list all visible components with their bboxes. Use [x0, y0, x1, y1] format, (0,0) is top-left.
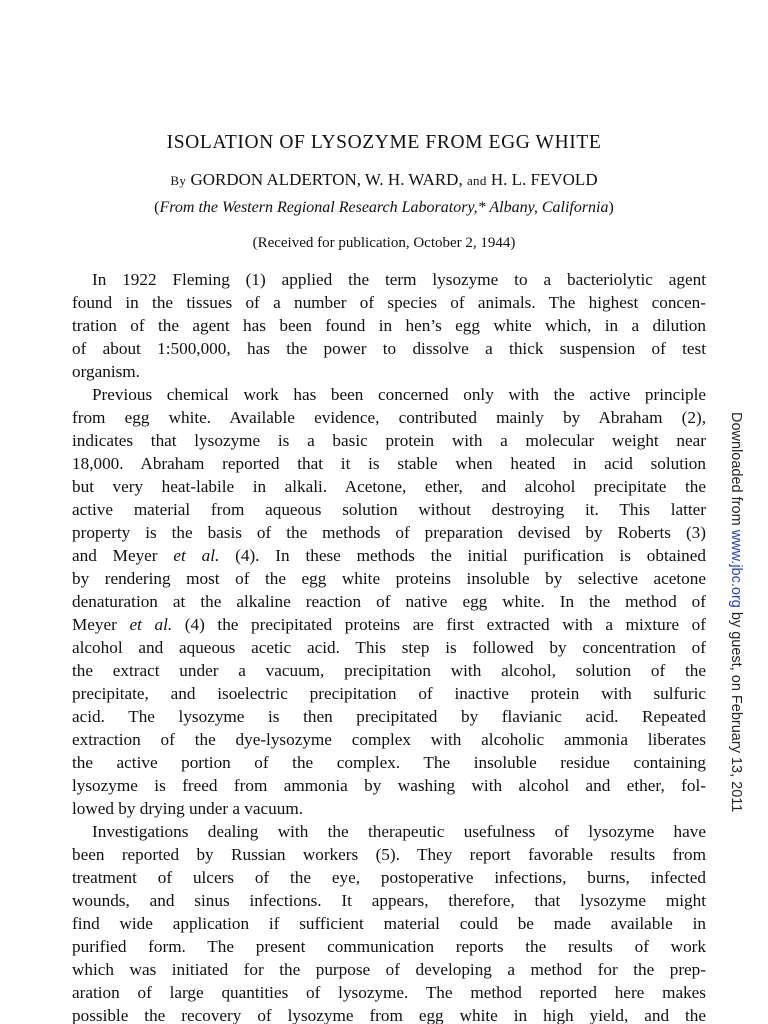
watermark-prefix: Downloaded from: [728, 412, 744, 526]
text-line: [72, 544, 706, 567]
text-line: In 1922 Fleming (1) applied the term lysozyme to a bacteriolytic agent: [92, 270, 706, 289]
text-fragment: (4). In these methods the initial purification is obtained: [235, 546, 706, 565]
text-line: extraction of the dye-lysozyme complex with alcoholic ammonia liberates: [72, 730, 706, 749]
article-body: [72, 268, 706, 1024]
text-line: by rendering most of the egg white proteins insoluble by selective acetone: [72, 569, 706, 588]
text-line: of about 1:500,000, has the power to dissolve a thick suspension of test: [72, 339, 706, 358]
text-line: treatment of ulcers of the eye, postoperative infections, burns, infected: [72, 868, 706, 887]
paragraph-2: [72, 383, 706, 820]
affiliation-close-paren: ): [608, 199, 614, 216]
watermark-suffix: by guest, on February 13, 2011: [728, 611, 744, 813]
affiliation: [0, 198, 768, 218]
download-watermark-text: [727, 412, 745, 812]
text-line: wounds, and sinus infections. It appears, therefore, that lysozyme might: [72, 891, 706, 910]
text-line: find wide application if sufficient material could be made available in: [72, 914, 706, 933]
text-line: property is the basis of the methods of preparation devised by Roberts (3): [72, 523, 706, 542]
text-line: found in the tissues of a number of species of animals. The highest concen-: [72, 293, 706, 312]
affiliation-open-paren: (: [154, 199, 160, 216]
text-line: from egg white. Available evidence, contributed mainly by Abraham (2),: [72, 408, 706, 427]
italic-et-al: et al.: [173, 546, 220, 565]
text-line: [72, 613, 706, 636]
byline-last-author: H. L. FEVOLD: [490, 170, 598, 189]
text-line: indicates that lysozyme is a basic protein with a molecular weight near: [72, 431, 706, 450]
text-fragment: Meyer: [72, 615, 117, 634]
text-line: precipitate, and isoelectric precipitation of inactive protein with sulfuric: [72, 684, 706, 703]
article-title: ISOLATION OF LYSOZYME FROM EGG WHITE: [166, 132, 602, 153]
text-line: which was initiated for the purpose of developing a method for the prep-: [72, 960, 706, 979]
text-line: but very heat-labile in alkali. Acetone, ether, and alcohol precipitate the: [72, 477, 706, 496]
paragraph-3: [72, 820, 706, 1024]
text-line: lysozyme is freed from ammonia by washing with alcohol and ether, fol-: [72, 776, 706, 795]
byline-by: By: [170, 173, 187, 188]
text-line: alcohol and aqueous acetic acid. This step is followed by concentration of: [72, 638, 706, 657]
text-line: been reported by Russian workers (5). They report favorable results from: [72, 845, 706, 864]
italic-et-al: et al.: [129, 615, 173, 634]
text-line: active material from aqueous solution without destroying it. This latter: [72, 500, 706, 519]
text-line: lowed by drying under a vacuum.: [72, 799, 304, 818]
jbc-link[interactable]: www.jbc.org: [728, 529, 744, 608]
text-line: acid. The lysozyme is then precipitated by flavianic acid. Repeated: [72, 707, 706, 726]
text-line: organism.: [72, 362, 140, 381]
text-line: possible the recovery of lysozyme from egg white in high yield, and the: [72, 1006, 706, 1024]
byline-and: and: [466, 173, 487, 188]
author-byline: [0, 170, 768, 191]
text-line: the active portion of the complex. The insoluble residue containing: [72, 753, 706, 772]
byline-authors: GORDON ALDERTON, W. H. WARD,: [190, 170, 463, 189]
text-line: denaturation at the alkaline reaction of native egg white. In the method of: [72, 592, 706, 611]
download-watermark: [728, 412, 755, 872]
text-line: tration of the agent has been found in hen’s egg white which, in a dilution: [72, 316, 706, 335]
affiliation-text: From the Western Regional Research Laboratory,* Albany, California: [159, 199, 609, 216]
text-line: aration of large quantities of lysozyme. The method reported here makes: [72, 983, 706, 1002]
text-line: Investigations dealing with the therapeutic usefulness of lysozyme have: [92, 822, 706, 841]
text-fragment: and Meyer: [72, 546, 158, 565]
text-line: Previous chemical work has been concerned only with the active principle: [92, 385, 706, 404]
text-fragment: (4) the precipitated proteins are first extracted with a mixture of: [184, 615, 706, 634]
text-line: the extract under a vacuum, precipitation with alcohol, solution of the: [72, 661, 706, 680]
text-line: purified form. The present communication reports the results of work: [72, 937, 706, 956]
received-date: (Received for publication, October 2, 1944): [252, 235, 516, 251]
text-line: 18,000. Abraham reported that it is stable when heated in acid solution: [72, 454, 706, 473]
paragraph-1: [72, 268, 706, 383]
